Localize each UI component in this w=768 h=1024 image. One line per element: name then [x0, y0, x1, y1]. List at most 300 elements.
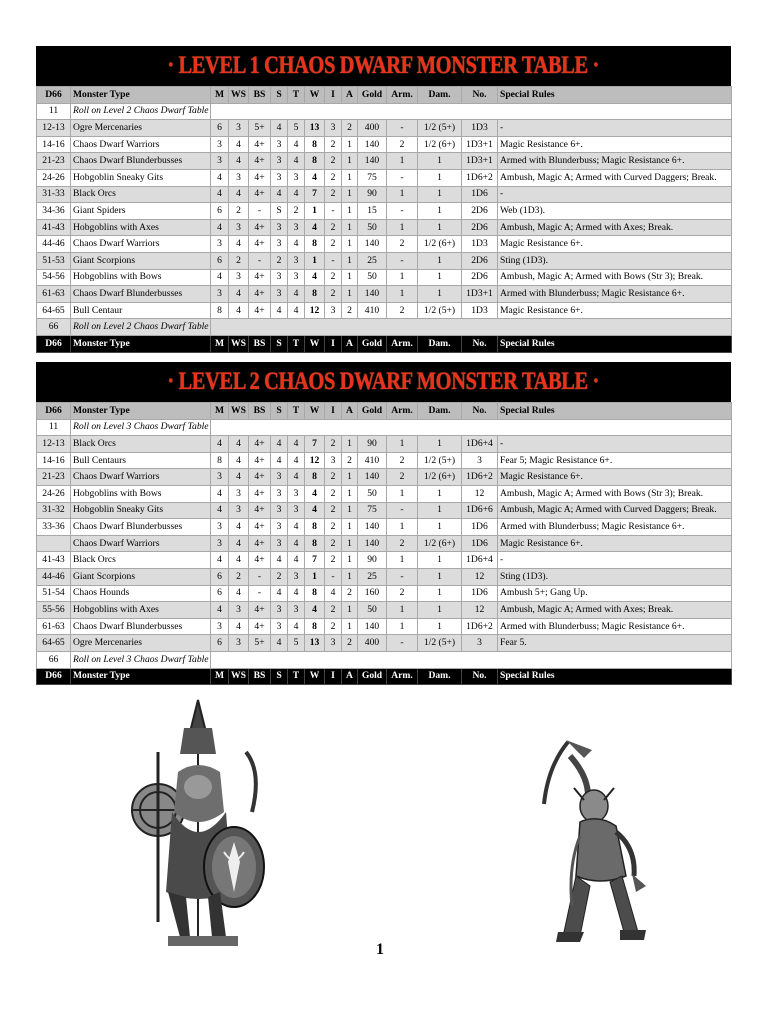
table-cell: 4 [211, 436, 229, 453]
table-row [37, 319, 732, 336]
table-cell: - [498, 120, 732, 137]
column-header: D66 [37, 335, 71, 352]
column-header: BS [249, 335, 271, 352]
table-cell: 1 [418, 169, 462, 186]
table-cell: 3 [229, 169, 249, 186]
table-cell: 13 [305, 635, 325, 652]
column-header: Monster Type [71, 87, 211, 104]
table-cell: 4 [288, 535, 305, 552]
table-cell: 8 [305, 618, 325, 635]
table-cell: 1 [342, 519, 358, 536]
table-cell: 2 [271, 252, 288, 269]
table-cell: 3 [462, 635, 498, 652]
empty-cell [211, 103, 732, 120]
table-cell: 6 [211, 120, 229, 137]
roll-note-cell: Roll on Level 2 Chaos Dwarf Table [71, 103, 211, 120]
table-row [37, 252, 732, 269]
table-cell: 12 [462, 602, 498, 619]
table-row [37, 519, 732, 536]
column-header: W [305, 403, 325, 420]
column-header: Special Rules [498, 87, 732, 104]
d66-cell: 11 [37, 103, 71, 120]
table-row [37, 585, 732, 602]
table-cell: Chaos Dwarf Blunderbusses [71, 286, 211, 303]
table-cell: 4 [288, 286, 305, 303]
table-cell: 4 [229, 302, 249, 319]
table-cell: 2 [325, 602, 342, 619]
table-cell: 2 [387, 535, 418, 552]
table-cell: 1D6 [462, 519, 498, 536]
table-cell: 140 [358, 153, 387, 170]
table-cell: 3 [271, 469, 288, 486]
table-cell: 90 [358, 436, 387, 453]
table-cell: 4 [211, 269, 229, 286]
table-cell: 1 [418, 186, 462, 203]
table-cell: 1 [342, 602, 358, 619]
column-header: Gold [358, 668, 387, 685]
table-cell: 3 [271, 153, 288, 170]
table-cell: 1D3+1 [462, 136, 498, 153]
table-row [37, 618, 732, 635]
table-cell: 6 [211, 635, 229, 652]
table-row [37, 286, 732, 303]
table-cell: - [387, 203, 418, 220]
table-cell: 4 [229, 286, 249, 303]
table-cell: 1 [418, 618, 462, 635]
table-row [37, 169, 732, 186]
d66-cell: 11 [37, 419, 71, 436]
column-header: W [305, 335, 325, 352]
table-cell: - [498, 436, 732, 453]
table-cell: 24-26 [37, 485, 71, 502]
table-cell: 4 [271, 186, 288, 203]
table-row [37, 153, 732, 170]
table-cell: 1 [305, 203, 325, 220]
table-cell: 55-56 [37, 602, 71, 619]
level-1-monster-table [36, 46, 731, 353]
table-cell: 1 [387, 618, 418, 635]
table-cell: 4 [271, 302, 288, 319]
table-cell: 1 [418, 519, 462, 536]
table-cell: 1 [387, 153, 418, 170]
table-row [37, 236, 732, 253]
table-title: · LEVEL 2 CHAOS DWARF MONSTER TABLE · [167, 368, 600, 395]
table-row [37, 419, 732, 436]
table-cell: 2 [325, 136, 342, 153]
table-cell: 4+ [249, 436, 271, 453]
table-cell: Magic Resistance 6+. [498, 136, 732, 153]
table-cell: 4+ [249, 153, 271, 170]
column-header: WS [229, 668, 249, 685]
table-cell: 4+ [249, 552, 271, 569]
table-cell: 140 [358, 535, 387, 552]
table-cell: - [249, 252, 271, 269]
table-cell: 1 [418, 203, 462, 220]
table-cell: 1 [342, 186, 358, 203]
table-cell: 2 [325, 153, 342, 170]
table-cell: 4 [271, 452, 288, 469]
column-header: A [342, 668, 358, 685]
table-cell: 1 [418, 585, 462, 602]
column-header: Special Rules [498, 403, 732, 420]
table-cell: 4 [229, 186, 249, 203]
table-cell: Armed with Blunderbuss; Magic Resistance 6+. [498, 519, 732, 536]
table-cell: 15 [358, 203, 387, 220]
level-2-monster-table [36, 362, 731, 685]
table-cell: 3 [271, 169, 288, 186]
table-cell: - [387, 635, 418, 652]
table-cell: 41-43 [37, 552, 71, 569]
table-cell: - [387, 502, 418, 519]
table-cell: 1 [342, 535, 358, 552]
table-cell: 2 [325, 519, 342, 536]
table-cell: 14-16 [37, 452, 71, 469]
table-cell: S [271, 203, 288, 220]
table-cell: 3 [288, 485, 305, 502]
table-cell: 3 [288, 502, 305, 519]
table-row [37, 469, 732, 486]
table-cell: 140 [358, 618, 387, 635]
table-cell: 1/2 (6+) [418, 535, 462, 552]
table-cell: 3 [288, 269, 305, 286]
table-cell: 7 [305, 436, 325, 453]
table-cell: 4 [229, 136, 249, 153]
table-cell: 4 [211, 485, 229, 502]
table-cell: 1/2 (6+) [418, 236, 462, 253]
table-row [37, 535, 732, 552]
table-cell: Ambush 5+; Gang Up. [498, 585, 732, 602]
table-cell: 5 [288, 635, 305, 652]
table-cell: 4+ [249, 452, 271, 469]
table-row [37, 269, 732, 286]
table-cell: 4 [271, 436, 288, 453]
table-cell: 2 [342, 302, 358, 319]
table-cell: 4 [229, 618, 249, 635]
table-cell: - [387, 169, 418, 186]
table-cell: Chaos Dwarf Blunderbusses [71, 153, 211, 170]
table-cell: 21-23 [37, 469, 71, 486]
table-cell: Ambush, Magic A; Armed with Axes; Break. [498, 219, 732, 236]
table-cell: - [498, 186, 732, 203]
table-cell: Bull Centaur [71, 302, 211, 319]
table-cell: 44-46 [37, 236, 71, 253]
table-cell: 4 [288, 519, 305, 536]
table-cell: 1 [342, 502, 358, 519]
column-header: D66 [37, 87, 71, 104]
column-header: Arm. [387, 87, 418, 104]
table-cell: Magic Resistance 6+. [498, 236, 732, 253]
table-cell: 140 [358, 519, 387, 536]
table-cell: 2 [342, 585, 358, 602]
table-cell: Armed with Blunderbuss; Magic Resistance 6+. [498, 286, 732, 303]
table-row [37, 436, 732, 453]
table-cell: Hobgoblin Sneaky Gits [71, 502, 211, 519]
table-cell: 1 [342, 236, 358, 253]
table-cell: 3 [288, 252, 305, 269]
table-row [37, 568, 732, 585]
column-header: W [305, 668, 325, 685]
table-cell: 1/2 (5+) [418, 120, 462, 137]
table-cell: 2 [387, 302, 418, 319]
table-cell: Hobgoblins with Bows [71, 269, 211, 286]
table-cell: 1D3+1 [462, 286, 498, 303]
table-cell: 1 [305, 568, 325, 585]
table-cell: 1/2 (5+) [418, 302, 462, 319]
table-cell: 6 [211, 203, 229, 220]
table-cell: 7 [305, 552, 325, 569]
table-cell: 12-13 [37, 120, 71, 137]
table-cell: 2 [387, 469, 418, 486]
column-header: M [211, 403, 229, 420]
table-cell: 4 [229, 469, 249, 486]
table-cell: 12 [462, 485, 498, 502]
column-header: Arm. [387, 668, 418, 685]
column-header: BS [249, 403, 271, 420]
table-cell: Hobgoblins with Axes [71, 602, 211, 619]
table-cell: 410 [358, 452, 387, 469]
table-cell: 4 [229, 452, 249, 469]
table-cell: 3 [271, 236, 288, 253]
table-cell: 12 [305, 302, 325, 319]
table-cell: 1/2 (6+) [418, 136, 462, 153]
table-cell: 3 [271, 269, 288, 286]
table-row [37, 203, 732, 220]
table-cell: - [325, 568, 342, 585]
table-cell: 31-33 [37, 186, 71, 203]
table-cell: 1D3 [462, 302, 498, 319]
table-cell: Magic Resistance 6+. [498, 469, 732, 486]
table-row [37, 452, 732, 469]
table-cell: Black Orcs [71, 552, 211, 569]
table-cell: 4 [229, 436, 249, 453]
table-cell: 1 [342, 485, 358, 502]
column-header: W [305, 87, 325, 104]
table-cell: 6 [211, 568, 229, 585]
table-cell: Chaos Dwarf Blunderbusses [71, 519, 211, 536]
table-cell: 1 [387, 436, 418, 453]
table-cell: 51-53 [37, 252, 71, 269]
column-header: Monster Type [71, 335, 211, 352]
table-cell: 1D3+1 [462, 153, 498, 170]
d66-cell: 66 [37, 651, 71, 668]
column-header: No. [462, 87, 498, 104]
table-cell: 2 [325, 485, 342, 502]
table-cell: 1D3 [462, 120, 498, 137]
table-cell: 3 [325, 635, 342, 652]
table-cell: - [325, 203, 342, 220]
table-row [37, 219, 732, 236]
table-cell: 2 [387, 452, 418, 469]
table-cell: 1 [342, 269, 358, 286]
table-row [37, 502, 732, 519]
table-cell: 2 [325, 169, 342, 186]
table-cell: 2 [271, 568, 288, 585]
table-cell: 400 [358, 120, 387, 137]
table-cell: 12 [462, 568, 498, 585]
table-cell: 2 [288, 203, 305, 220]
table-cell: Chaos Dwarf Blunderbusses [71, 618, 211, 635]
table-cell: 1D6+4 [462, 552, 498, 569]
table-cell: Ambush, Magic A; Armed with Curved Daggers; Break. [498, 502, 732, 519]
column-header: S [271, 668, 288, 685]
table-cell: 50 [358, 219, 387, 236]
table-cell: Giant Scorpions [71, 252, 211, 269]
table-cell: 1 [387, 602, 418, 619]
column-header: Gold [358, 403, 387, 420]
table-cell: 3 [271, 618, 288, 635]
table-cell: 4 [305, 269, 325, 286]
column-header: BS [249, 668, 271, 685]
table-cell: - [249, 585, 271, 602]
table-cell: Magic Resistance 6+. [498, 302, 732, 319]
table-cell: Web (1D3). [498, 203, 732, 220]
table-row [37, 485, 732, 502]
table-cell: 2D6 [462, 252, 498, 269]
table-title-banner [36, 46, 731, 86]
table-cell: 4 [305, 502, 325, 519]
page-number: 1 [376, 941, 384, 958]
table-cell: 2 [325, 219, 342, 236]
column-header: Monster Type [71, 403, 211, 420]
column-header: BS [249, 87, 271, 104]
table-cell: 1 [418, 485, 462, 502]
table-cell: 4 [271, 120, 288, 137]
table-cell: 1D6 [462, 535, 498, 552]
table-cell: 4 [288, 186, 305, 203]
table-row [37, 651, 732, 668]
table-cell: 8 [305, 153, 325, 170]
table-cell: 1 [418, 502, 462, 519]
table-cell: 1 [305, 252, 325, 269]
column-header: S [271, 87, 288, 104]
column-header: Arm. [387, 335, 418, 352]
table-cell: 4 [325, 585, 342, 602]
table-cell: 25 [358, 568, 387, 585]
table-row [37, 186, 732, 203]
table-cell: Giant Spiders [71, 203, 211, 220]
table-cell: 14-16 [37, 136, 71, 153]
table-cell: 1/2 (5+) [418, 452, 462, 469]
column-header: Special Rules [498, 335, 732, 352]
column-header: T [288, 668, 305, 685]
table-cell: 4+ [249, 519, 271, 536]
table-cell: Magic Resistance 6+. [498, 535, 732, 552]
table-cell: 140 [358, 136, 387, 153]
table-cell: 160 [358, 585, 387, 602]
table-cell: 3 [271, 136, 288, 153]
column-header: Gold [358, 87, 387, 104]
column-header: No. [462, 668, 498, 685]
table-cell: 140 [358, 469, 387, 486]
table-cell: 1 [418, 436, 462, 453]
table-cell: 3 [211, 535, 229, 552]
table-cell: Ambush, Magic A; Armed with Bows (Str 3); Break. [498, 269, 732, 286]
table-cell: 4 [305, 219, 325, 236]
table-cell: 4 [211, 219, 229, 236]
table-cell: 2 [387, 136, 418, 153]
table-cell: - [387, 120, 418, 137]
table-cell: 6 [211, 585, 229, 602]
table-cell: 44-46 [37, 568, 71, 585]
table-cell: 3 [271, 219, 288, 236]
table-cell: Ambush, Magic A; Armed with Axes; Break. [498, 602, 732, 619]
table-cell: Sting (1D3). [498, 568, 732, 585]
table-cell: 4 [211, 552, 229, 569]
table-cell: 1D6+2 [462, 469, 498, 486]
monster-table [36, 402, 732, 685]
column-header: Dam. [418, 335, 462, 352]
table-cell: 3 [325, 120, 342, 137]
column-header: Monster Type [71, 668, 211, 685]
table-cell: 8 [305, 519, 325, 536]
table-cell: 3 [325, 302, 342, 319]
column-header: I [325, 668, 342, 685]
table-cell: 1 [387, 186, 418, 203]
table-cell: 75 [358, 502, 387, 519]
table-cell: 2 [325, 552, 342, 569]
table-cell: 8 [305, 286, 325, 303]
table-cell: - [498, 552, 732, 569]
table-cell: 140 [358, 236, 387, 253]
table-cell: 8 [305, 236, 325, 253]
table-cell: 4 [305, 169, 325, 186]
empty-cell [211, 651, 732, 668]
table-cell: 3 [211, 153, 229, 170]
table-cell: 3 [271, 519, 288, 536]
table-cell: 1/2 (6+) [418, 469, 462, 486]
column-header: Dam. [418, 403, 462, 420]
table-cell: 1 [418, 153, 462, 170]
table-cell: 3 [288, 602, 305, 619]
table-cell: 4+ [249, 169, 271, 186]
table-cell: 4+ [249, 602, 271, 619]
table-cell: 61-63 [37, 618, 71, 635]
table-cell: 4 [288, 452, 305, 469]
table-cell: 3 [288, 568, 305, 585]
table-cell: 1 [342, 252, 358, 269]
table-cell: 8 [305, 469, 325, 486]
column-header: T [288, 87, 305, 104]
table-cell: 3 [271, 502, 288, 519]
table-row [37, 302, 732, 319]
table-cell: Chaos Dwarf Warriors [71, 535, 211, 552]
table-cell: 1 [387, 269, 418, 286]
table-cell: 51-54 [37, 585, 71, 602]
table-cell: 1 [342, 203, 358, 220]
table-cell: 6 [211, 252, 229, 269]
table-cell: 3 [211, 286, 229, 303]
table-cell: 2D6 [462, 203, 498, 220]
table-cell: 4 [211, 169, 229, 186]
table-cell: 4 [288, 436, 305, 453]
table-cell: - [387, 252, 418, 269]
table-cell: 4 [229, 535, 249, 552]
table-cell: 1 [342, 618, 358, 635]
table-cell: 3 [288, 219, 305, 236]
table-title-banner [36, 362, 731, 402]
table-cell: 4+ [249, 302, 271, 319]
table-cell: 4 [288, 552, 305, 569]
table-row [37, 602, 732, 619]
column-header: D66 [37, 668, 71, 685]
table-cell: Fear 5; Magic Resistance 6+. [498, 452, 732, 469]
column-header: M [211, 668, 229, 685]
table-cell: 61-63 [37, 286, 71, 303]
column-header: Dam. [418, 87, 462, 104]
table-cell: 13 [305, 120, 325, 137]
table-cell: Giant Scorpions [71, 568, 211, 585]
column-header: A [342, 87, 358, 104]
